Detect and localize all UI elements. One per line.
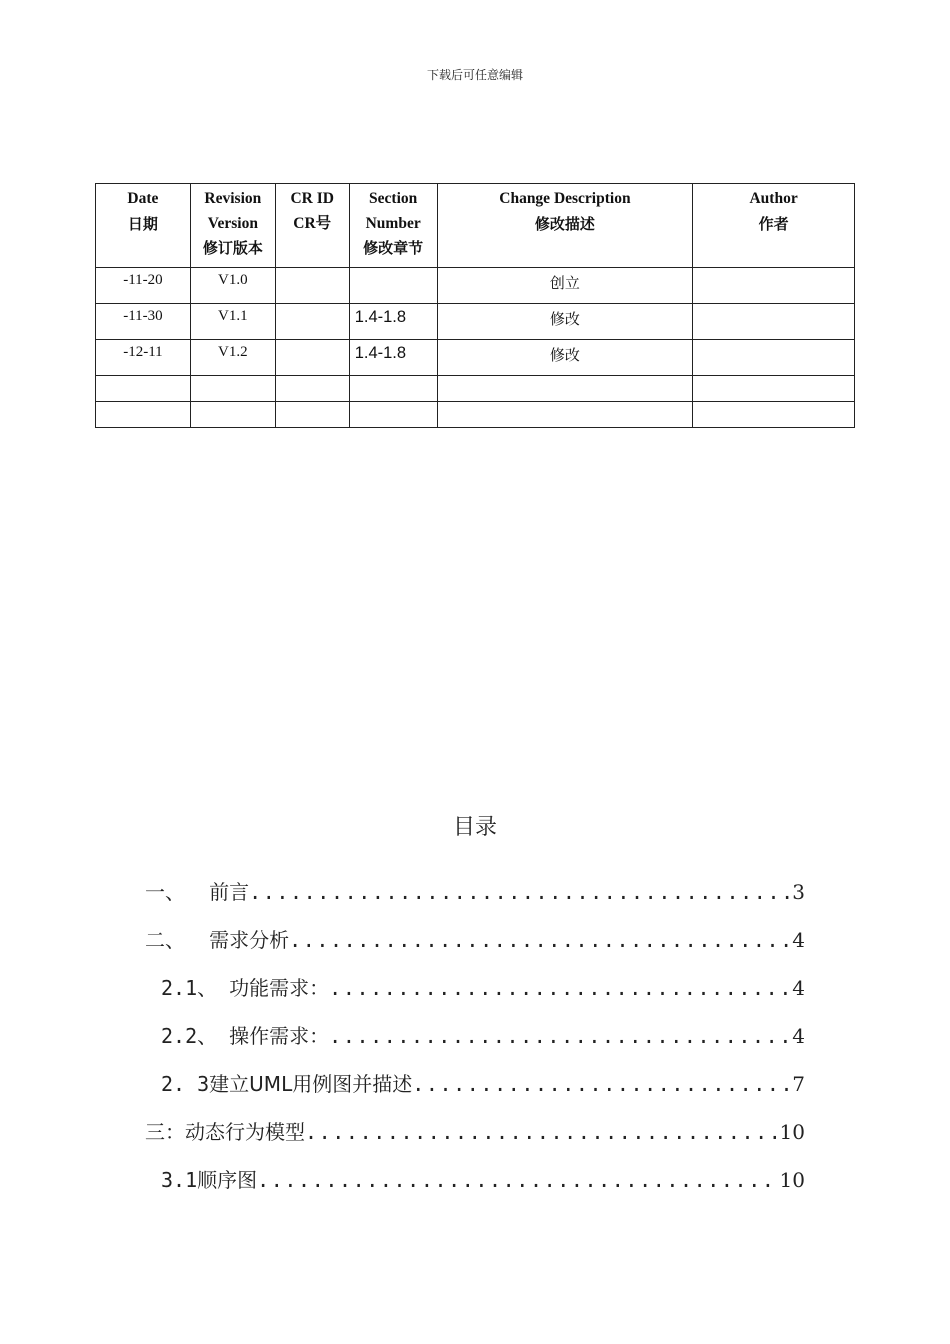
- toc-page-number: 3: [792, 880, 805, 904]
- toc-dot-leader: [249, 880, 790, 904]
- cell-version: V1.1: [190, 304, 275, 340]
- toc-entry-number: 三：: [145, 1120, 185, 1144]
- toc-dot-leader: [257, 1168, 777, 1192]
- toc-page-number: 10: [779, 1168, 805, 1192]
- table-row-empty: [96, 402, 855, 428]
- cell-author: [693, 304, 855, 340]
- cell-description: 创立: [437, 268, 693, 304]
- header-cr-id: CR ID CR号: [275, 184, 349, 268]
- toc-entry[interactable]: [161, 1068, 805, 1098]
- cell-version: V1.0: [190, 268, 275, 304]
- toc-entry-label: 功能需求：: [229, 976, 330, 1000]
- empty-cell: [190, 402, 275, 428]
- empty-cell: [190, 376, 275, 402]
- cell-date: -12-11: [96, 340, 191, 376]
- cell-section: 1.4-1.8: [349, 304, 437, 340]
- page-header-note: 下载后可任意编辑: [426, 68, 523, 82]
- toc-entry[interactable]: [161, 972, 805, 1002]
- toc-title: 目录: [452, 815, 497, 840]
- toc-entry[interactable]: [145, 1116, 805, 1146]
- toc-entry-label: 建立UML用例图并描述: [209, 1072, 413, 1096]
- cell-description: 修改: [437, 340, 693, 376]
- empty-cell: [693, 402, 855, 428]
- cell-author: [693, 340, 855, 376]
- toc-entry-label: 需求分析: [209, 928, 290, 952]
- table-row: [96, 268, 855, 304]
- empty-cell: [275, 376, 349, 402]
- cell-cr-id: [275, 340, 349, 376]
- table-row: [96, 340, 855, 376]
- empty-cell: [96, 376, 191, 402]
- empty-cell: [437, 402, 693, 428]
- cell-date: -11-20: [96, 268, 191, 304]
- toc-entry[interactable]: [161, 1020, 805, 1050]
- table-row-empty: [96, 376, 855, 402]
- toc-entry[interactable]: [145, 876, 805, 906]
- toc-page-number: 4: [792, 1024, 805, 1048]
- toc-entry-number: 二、: [145, 928, 210, 952]
- toc-entry-label: 顺序图: [197, 1168, 258, 1192]
- toc-dot-leader: [412, 1072, 790, 1096]
- empty-cell: [437, 376, 693, 402]
- toc-entry[interactable]: [161, 1164, 805, 1194]
- toc-entry[interactable]: [145, 924, 805, 954]
- toc-page-number: 4: [792, 976, 805, 1000]
- toc-entry-label: 动态行为模型: [185, 1120, 305, 1144]
- toc-entry-number: 2.2、: [161, 1024, 230, 1048]
- toc-entry-number: 2.1、: [161, 976, 230, 1000]
- empty-cell: [275, 402, 349, 428]
- header-author: Author 作者: [693, 184, 855, 268]
- toc-dot-leader: [329, 1024, 790, 1048]
- cell-section: [349, 268, 437, 304]
- header-change-description: Change Description 修改描述: [437, 184, 693, 268]
- toc-dot-leader: [329, 976, 790, 1000]
- table-row: [96, 304, 855, 340]
- header-revision: Revision Version 修订版本: [190, 184, 275, 268]
- cell-cr-id: [275, 268, 349, 304]
- toc-entry-label: 前言: [209, 880, 250, 904]
- toc-entry-number: 一、: [145, 880, 210, 904]
- toc-entry-number: 3.1: [161, 1168, 198, 1192]
- empty-cell: [693, 376, 855, 402]
- toc-entry-label: 操作需求：: [229, 1024, 330, 1048]
- header-date: Date 日期: [96, 184, 191, 268]
- toc-entry-number: 2. 3: [161, 1072, 210, 1096]
- cell-section: 1.4-1.8: [349, 340, 437, 376]
- empty-cell: [349, 376, 437, 402]
- cell-date: -11-30: [96, 304, 191, 340]
- revision-history-table: [95, 183, 855, 428]
- empty-cell: [96, 402, 191, 428]
- toc-dot-leader: [305, 1120, 778, 1144]
- cell-cr-id: [275, 304, 349, 340]
- cell-description: 修改: [437, 304, 693, 340]
- header-section: Section Number 修改章节: [349, 184, 437, 268]
- cell-version: V1.2: [190, 340, 275, 376]
- toc-dot-leader: [289, 928, 790, 952]
- toc-page-number: 7: [792, 1072, 805, 1096]
- toc-page-number: 10: [779, 1120, 805, 1144]
- table-header-row: [96, 184, 855, 268]
- cell-author: [693, 268, 855, 304]
- empty-cell: [349, 402, 437, 428]
- toc-page-number: 4: [792, 928, 805, 952]
